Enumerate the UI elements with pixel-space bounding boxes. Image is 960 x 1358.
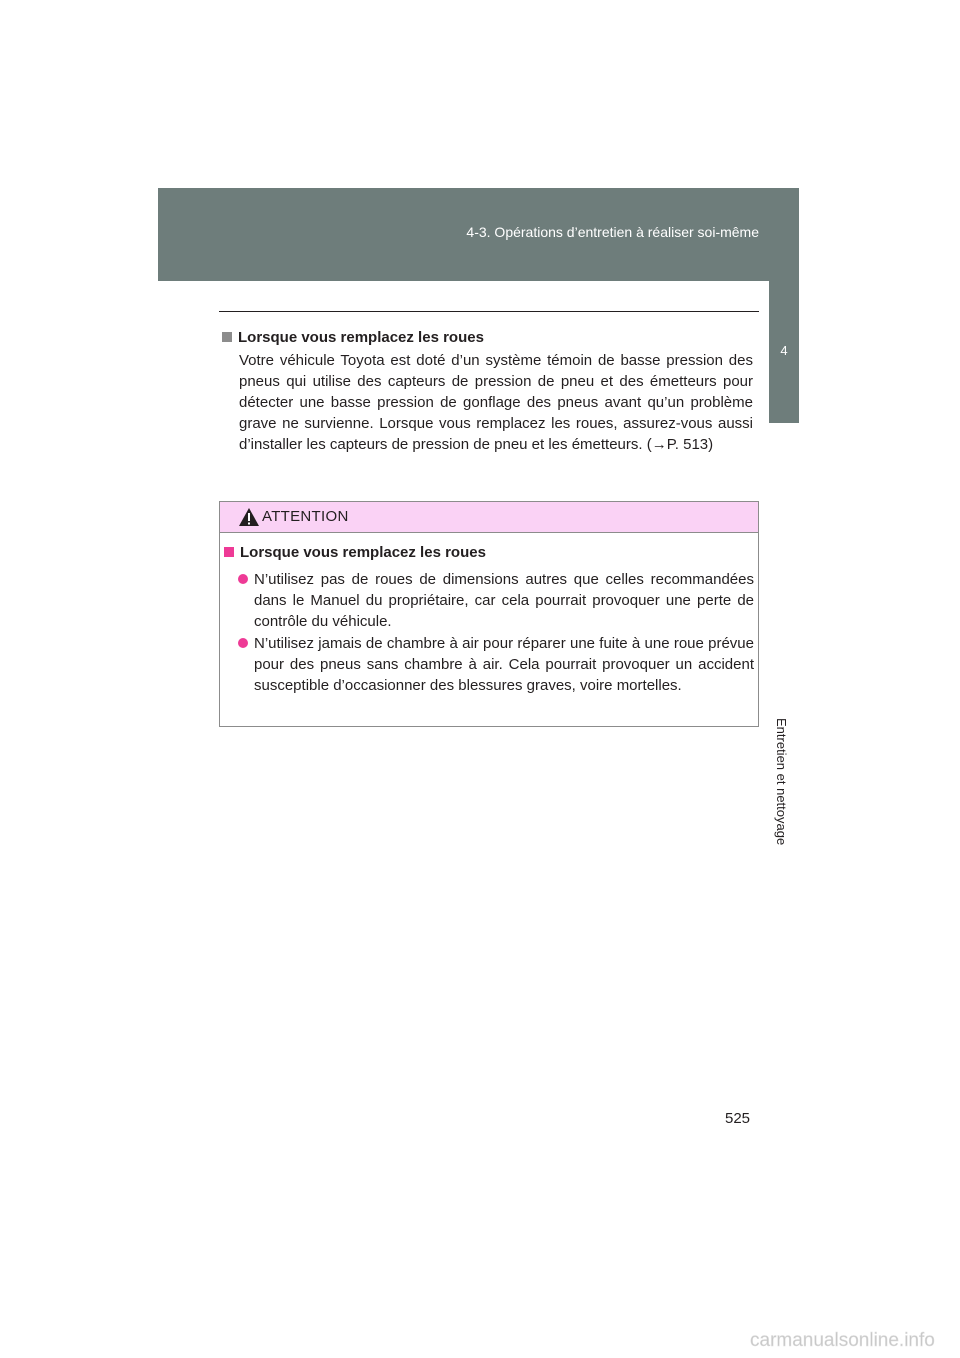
section-title: 4-3. Opérations d’entretien à réaliser soi-même xyxy=(466,224,759,240)
chapter-number-tab xyxy=(769,281,799,423)
chapter-label: Entretien et nettoyage xyxy=(774,718,789,846)
section-heading xyxy=(222,329,484,346)
section-divider xyxy=(219,311,759,312)
circle-bullet-icon xyxy=(238,574,248,584)
svg-text:carmanualsonline.info: carmanualsonline.info xyxy=(750,1330,935,1351)
square-bullet-icon xyxy=(222,332,232,342)
section-body-text: Votre véhicule Toyota est doté d’un système témoin de basse pression des pneus qui utilise des capteurs de pression de pneu et des émetteurs pour détecter une basse pression de gonflage des pneus avant qu’un problème grave ne survienne. Lorsque vous remplacez les roues, assurez-vous aussi d’installer les capteurs de pression de pneu et les émetteurs. (→P. 513) xyxy=(239,352,753,453)
section-header-band xyxy=(158,188,799,281)
circle-bullet-icon xyxy=(238,638,248,648)
warning-bullet-text: N’utilisez jamais de chambre à air pour réparer une fuite à une roue prévue pour des pneus sans chambre à air. Cela pourrait provoquer un accident susceptible d’occasionner des blessures graves, voire mortelles. xyxy=(254,635,754,694)
square-bullet-icon xyxy=(224,547,234,557)
warning-box xyxy=(219,501,759,727)
warning-bullet xyxy=(254,633,754,696)
section-heading-text: Lorsque vous remplacez les roues xyxy=(238,329,484,346)
warning-bullet xyxy=(254,569,754,632)
chapter-number: 4 xyxy=(780,343,788,358)
page-number: 525 xyxy=(725,1110,751,1127)
warning-title: ATTENTION xyxy=(262,508,349,525)
warning-subheading-text: Lorsque vous remplacez les roues xyxy=(240,544,486,561)
chapter-label-tab xyxy=(769,423,799,881)
watermark-logo xyxy=(746,1322,958,1356)
warning-header xyxy=(220,502,758,533)
warning-subheading xyxy=(224,544,486,561)
warning-triangle-icon xyxy=(238,507,260,527)
warning-bullet-text: N’utilisez pas de roues de dimensions autres que celles recommandées dans le Manuel du propriétaire, car cela pourrait provoquer une perte de contrôle du véhicule. xyxy=(254,571,754,630)
